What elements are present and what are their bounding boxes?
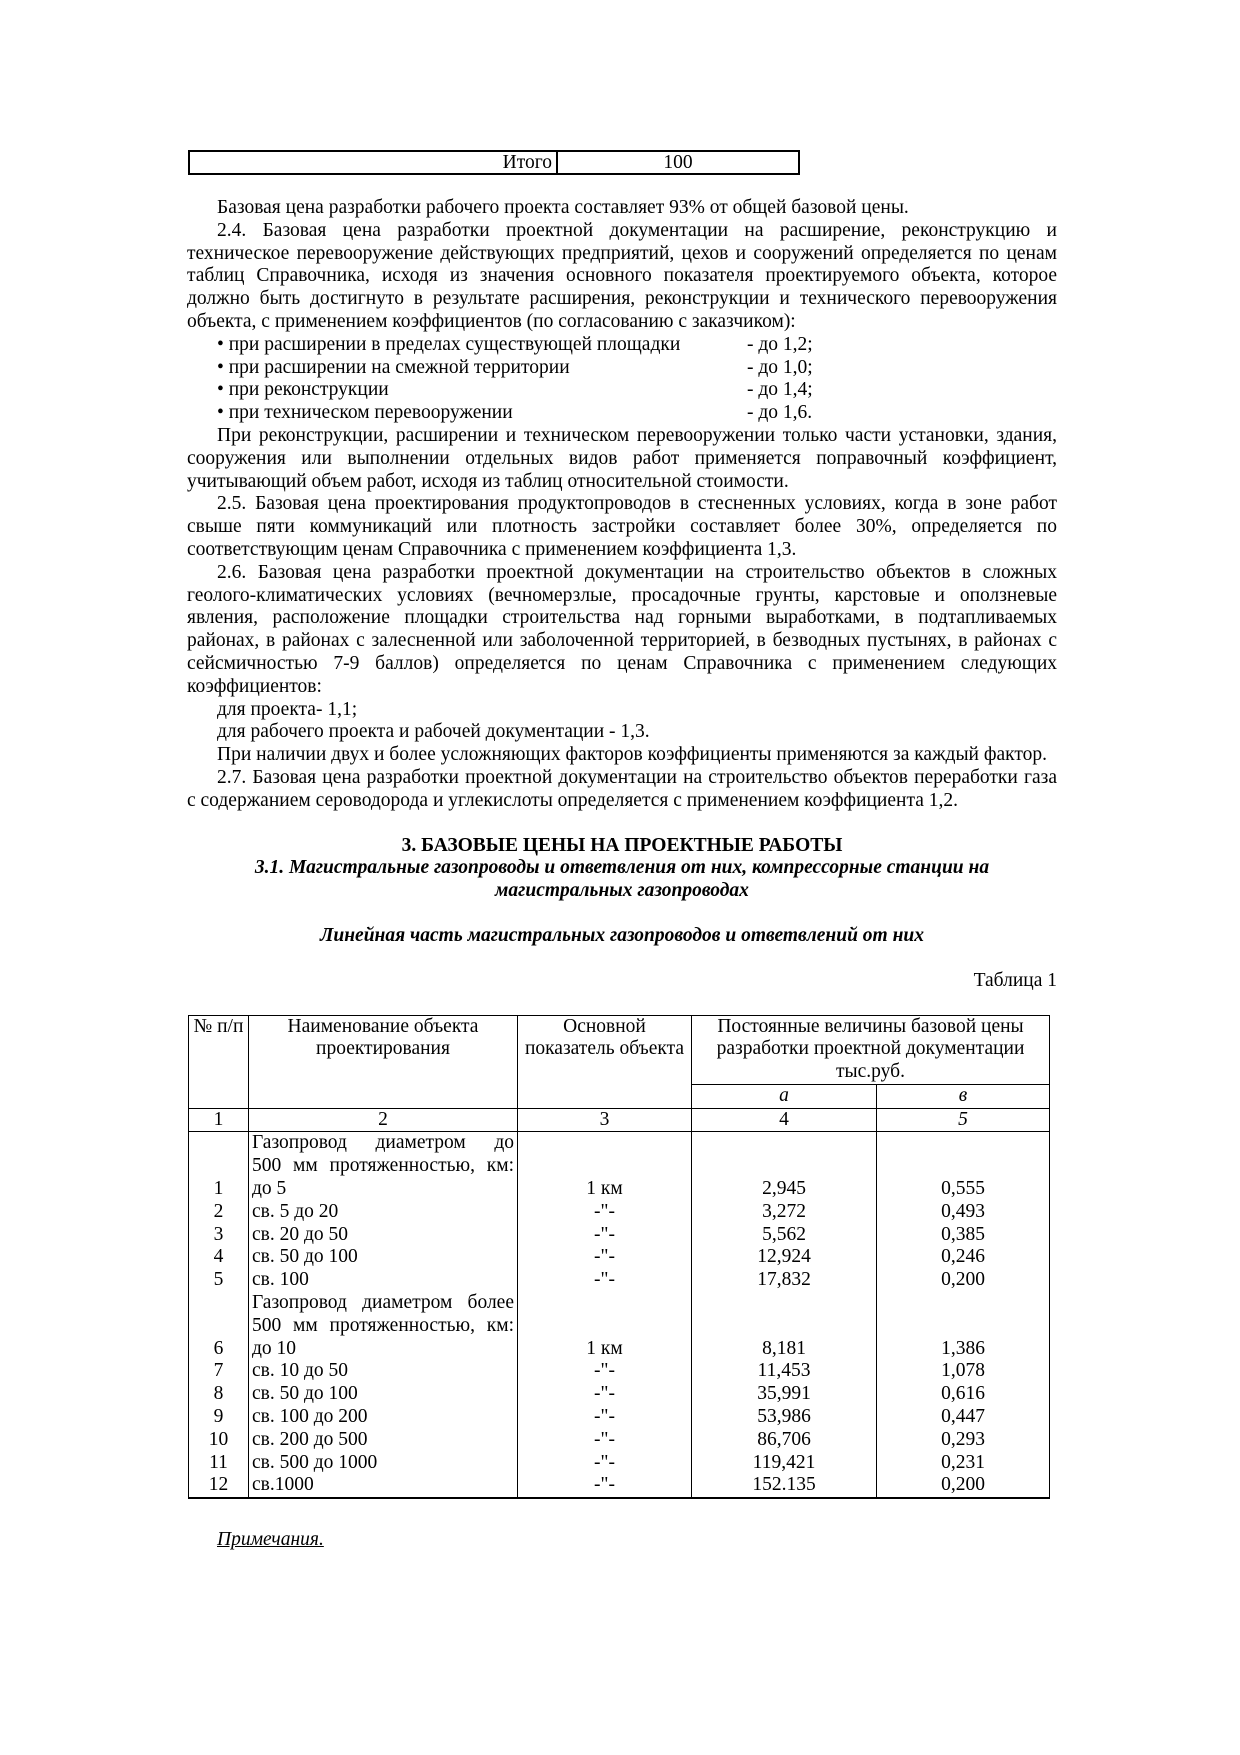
column-number: 3 xyxy=(518,1108,692,1132)
cell-empty xyxy=(189,1155,249,1178)
column-number-row xyxy=(189,1108,1050,1132)
row-value-a: 3,272 xyxy=(692,1201,877,1224)
document-page xyxy=(187,150,1057,1552)
header-a: а xyxy=(692,1084,877,1108)
cell-empty xyxy=(877,1315,1050,1338)
paragraph: 2.4. Базовая цена разработки проектной документации на расширение, реконструкцию и техническое перевооружение действующих предприятий, цехов и сооружений определяется по ценам таблиц Справочника, исходя из значения основного показателя проектируемого объекта, которое должно быть достигнуто в результате расширения, реконструкции и технического перевооружения объекта, с применением коэффициентов (по согласованию с заказчиком): xyxy=(187,219,1057,332)
body-text xyxy=(187,197,1057,813)
cell-empty xyxy=(518,1132,692,1155)
coefficient-condition: • при техническом перевооружении xyxy=(217,402,513,424)
coefficient-value: - до 1,6. xyxy=(747,402,813,424)
table-row xyxy=(189,1201,1050,1224)
row-unit: -"- xyxy=(518,1201,692,1224)
row-name: св. 200 до 500 xyxy=(249,1429,518,1452)
row-value-b: 0,200 xyxy=(877,1269,1050,1292)
subsection-title-line2: магистральных газопроводах xyxy=(495,880,749,902)
total-row xyxy=(189,151,799,174)
table-row xyxy=(189,1246,1050,1269)
row-value-a: 8,181 xyxy=(692,1338,877,1361)
group-title-row xyxy=(189,1132,1050,1155)
row-number: 11 xyxy=(189,1452,249,1475)
row-unit: -"- xyxy=(518,1224,692,1247)
row-number: 7 xyxy=(189,1360,249,1383)
column-number: 5 xyxy=(877,1108,1050,1132)
table-row xyxy=(189,1338,1050,1361)
coefficient-value: - до 1,4; xyxy=(747,379,813,401)
row-unit: -"- xyxy=(518,1406,692,1429)
paragraph: При наличии двух и более усложняющих факторов коэффициенты применяются за каждый фактор. xyxy=(217,744,1048,766)
table-caption: Таблица 1 xyxy=(973,969,1057,991)
row-name: св. 10 до 50 xyxy=(249,1360,518,1383)
row-value-b: 0,493 xyxy=(877,1201,1050,1224)
table-body xyxy=(189,1132,1050,1498)
cell-empty xyxy=(692,1132,877,1155)
row-number: 2 xyxy=(189,1201,249,1224)
coefficient-line: для рабочего проекта и рабочей документации - 1,3. xyxy=(217,721,650,743)
cell-empty xyxy=(877,1155,1050,1178)
group-title-row xyxy=(189,1315,1050,1338)
cell-empty xyxy=(189,1132,249,1155)
header-constants: Постоянные величины базовой цены разработки проектной документации тыс.руб. xyxy=(692,1015,1050,1084)
coefficient-value: - до 1,2; xyxy=(747,333,813,355)
row-value-b: 1,078 xyxy=(877,1360,1050,1383)
coefficient-item xyxy=(217,402,1057,425)
row-value-b: 0,200 xyxy=(877,1474,1050,1498)
row-name: св. 20 до 50 xyxy=(249,1224,518,1247)
paragraph: 2.6. Базовая цена разработки проектной документации на строительство объектов в сложных геолого-климатических условиях (вечномерзлые, просадочные грунты, карстовые и оползневые явления, расположение площадки строительства над горными выработками, в подтапливаемых районах, в районах с залесненной или заболоченной территорией, в безводных пустынях, в районах с сейсмичностью 7-9 баллов) определяется по ценам Справочника с применением следующих коэффициентов: xyxy=(187,561,1057,697)
row-value-b: 0,555 xyxy=(877,1178,1050,1201)
row-value-a: 152.135 xyxy=(692,1474,877,1498)
cell-empty xyxy=(877,1292,1050,1315)
row-name: св. 100 xyxy=(249,1269,518,1292)
table-row xyxy=(189,1452,1050,1475)
table-row xyxy=(189,1383,1050,1406)
cell-empty xyxy=(518,1292,692,1315)
row-value-a: 86,706 xyxy=(692,1429,877,1452)
row-unit: -"- xyxy=(518,1383,692,1406)
table-row xyxy=(189,1178,1050,1201)
column-number: 1 xyxy=(189,1108,249,1132)
cell-empty xyxy=(692,1155,877,1178)
subsection-title-line1: 3.1. Магистральные газопроводы и ответвления от них, компрессорные станции на xyxy=(254,857,990,879)
row-unit: 1 км xyxy=(518,1338,692,1361)
row-number: 1 xyxy=(189,1178,249,1201)
notes-label: Примечания. xyxy=(217,1529,324,1551)
coefficient-condition: • при реконструкции xyxy=(217,379,389,401)
cell-empty xyxy=(518,1315,692,1338)
row-value-a: 53,986 xyxy=(692,1406,877,1429)
header-number: № п/п xyxy=(189,1015,249,1108)
group-title-row xyxy=(189,1292,1050,1315)
cell-empty xyxy=(877,1132,1050,1155)
total-label: Итого xyxy=(189,151,557,174)
group-title-row xyxy=(189,1155,1050,1178)
coefficient-condition: • при расширении на смежной территории xyxy=(217,356,570,378)
row-number: 3 xyxy=(189,1224,249,1247)
row-name: св. 100 до 200 xyxy=(249,1406,518,1429)
group-title: Газопровод диаметром до xyxy=(249,1132,518,1155)
row-value-a: 17,832 xyxy=(692,1269,877,1292)
row-value-b: 0,616 xyxy=(877,1383,1050,1406)
row-unit: 1 км xyxy=(518,1178,692,1201)
row-name: св. 5 до 20 xyxy=(249,1201,518,1224)
coefficient-item xyxy=(217,357,1057,380)
row-number: 9 xyxy=(189,1406,249,1429)
row-name: св. 500 до 1000 xyxy=(249,1452,518,1475)
row-number: 5 xyxy=(189,1269,249,1292)
cell-empty xyxy=(518,1155,692,1178)
row-name: св.1000 xyxy=(249,1474,518,1498)
row-value-a: 5,562 xyxy=(692,1224,877,1247)
row-value-a: 11,453 xyxy=(692,1360,877,1383)
paragraph: Базовая цена разработки рабочего проекта составляет 93% от общей базовой цены. xyxy=(217,197,909,218)
row-value-b: 1,386 xyxy=(877,1338,1050,1361)
group-title: Газопровод диаметром более xyxy=(249,1292,518,1315)
section-title: 3. БАЗОВЫЕ ЦЕНЫ НА ПРОЕКТНЫЕ РАБОТЫ xyxy=(401,834,843,856)
row-number: 12 xyxy=(189,1474,249,1498)
group-title: 500 мм протяженностью, км: xyxy=(249,1315,518,1338)
total-table xyxy=(188,150,800,175)
cell-empty xyxy=(189,1292,249,1315)
table-row xyxy=(189,1269,1050,1292)
row-value-b: 0,246 xyxy=(877,1246,1050,1269)
row-value-b: 0,385 xyxy=(877,1224,1050,1247)
price-table xyxy=(188,1015,1050,1500)
row-value-b: 0,293 xyxy=(877,1429,1050,1452)
total-value: 100 xyxy=(557,151,799,174)
row-unit: -"- xyxy=(518,1452,692,1475)
table-row xyxy=(189,1474,1050,1498)
table-row xyxy=(189,1406,1050,1429)
row-unit: -"- xyxy=(518,1269,692,1292)
paragraph: 2.7. Базовая цена разработки проектной документации на строительство объектов переработки газа с содержанием сероводорода и углекислоты определяется с применением коэффициента 1,2. xyxy=(187,766,1057,811)
coefficient-list xyxy=(187,334,1057,425)
row-value-a: 12,924 xyxy=(692,1246,877,1269)
table-row xyxy=(189,1429,1050,1452)
table-row xyxy=(189,1224,1050,1247)
column-number: 4 xyxy=(692,1108,877,1132)
column-number: 2 xyxy=(249,1108,518,1132)
paragraph: 2.5. Базовая цена проектирования продуктопроводов в стесненных условиях, когда в зоне работ свыше пяти коммуникаций или плотность застройки составляет более 30%, определяется по соответствующим ценам Справочника с применением коэффициента 1,3. xyxy=(187,493,1057,560)
row-number: 10 xyxy=(189,1429,249,1452)
coefficient-condition: • при расширении в пределах существующей площадки xyxy=(217,333,681,355)
header-b: в xyxy=(877,1084,1050,1108)
table-heading: Линейная часть магистральных газопроводов и ответвлений от них xyxy=(319,924,925,946)
cell-empty xyxy=(692,1292,877,1315)
row-unit: -"- xyxy=(518,1429,692,1452)
row-name: до 5 xyxy=(249,1178,518,1201)
row-value-a: 2,945 xyxy=(692,1178,877,1201)
coefficient-item xyxy=(217,379,1057,402)
header-main-indicator: Основной показатель объекта xyxy=(518,1015,692,1108)
row-unit: -"- xyxy=(518,1246,692,1269)
row-name: св. 50 до 100 xyxy=(249,1246,518,1269)
row-value-a: 119,421 xyxy=(692,1452,877,1475)
row-value-a: 35,991 xyxy=(692,1383,877,1406)
row-number: 8 xyxy=(189,1383,249,1406)
cell-empty xyxy=(692,1315,877,1338)
row-number: 6 xyxy=(189,1338,249,1361)
cell-empty xyxy=(189,1315,249,1338)
row-name: до 10 xyxy=(249,1338,518,1361)
row-unit: -"- xyxy=(518,1360,692,1383)
row-unit: -"- xyxy=(518,1474,692,1498)
header-object-name: Наименование объекта проектирования xyxy=(249,1015,518,1108)
coefficient-item xyxy=(217,334,1057,357)
coefficient-line: для проекта- 1,1; xyxy=(217,698,358,720)
table-header-row xyxy=(189,1015,1050,1084)
group-title: 500 мм протяженностью, км: xyxy=(249,1155,518,1178)
row-value-b: 0,447 xyxy=(877,1406,1050,1429)
paragraph: При реконструкции, расширении и техническом перевооружении только части установки, здания, сооружения или выполнении отдельных видов работ применяется поправочный коэффициент, учитывающий объем работ, исходя из таблиц относительной стоимости. xyxy=(187,424,1057,492)
row-value-b: 0,231 xyxy=(877,1452,1050,1475)
table-row xyxy=(189,1360,1050,1383)
coefficient-value: - до 1,0; xyxy=(747,356,813,378)
row-name: св. 50 до 100 xyxy=(249,1383,518,1406)
row-number: 4 xyxy=(189,1246,249,1269)
